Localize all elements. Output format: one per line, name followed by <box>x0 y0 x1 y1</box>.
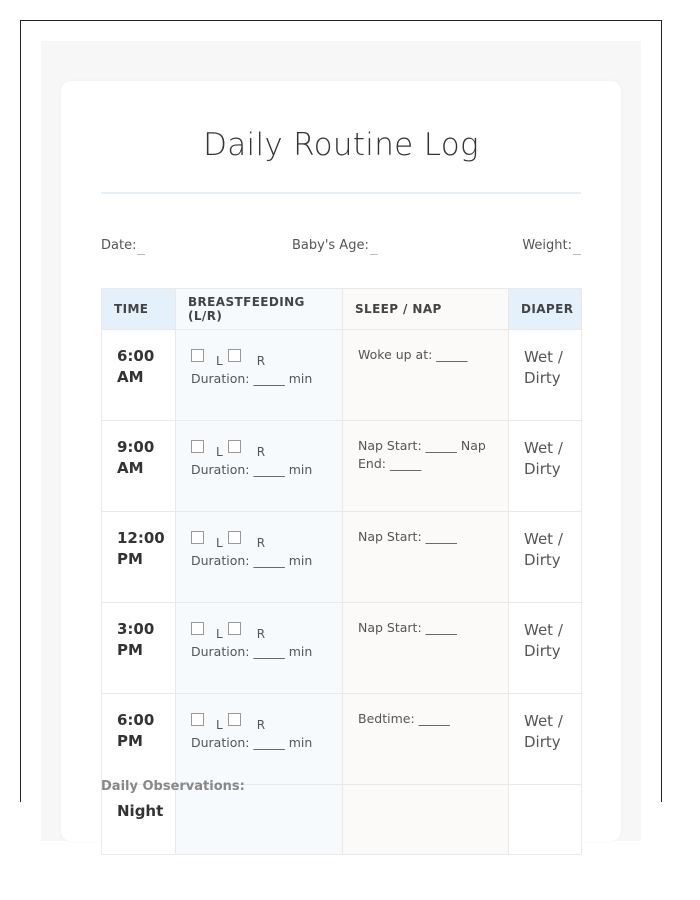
diaper-cell[interactable] <box>509 785 582 855</box>
breastfeeding-cell <box>176 330 343 421</box>
sleep-cell[interactable]: Nap Start: _____ <box>343 512 509 603</box>
right-checkbox[interactable] <box>228 440 241 453</box>
weight-label: Weight: <box>522 238 572 253</box>
duration-text[interactable]: Duration: _____ min <box>191 553 313 568</box>
table-row <box>102 421 582 512</box>
weight-blank[interactable] <box>573 240 581 255</box>
left-checkbox[interactable] <box>191 440 204 453</box>
table-row <box>102 330 582 421</box>
sleep-cell[interactable] <box>343 785 509 855</box>
left-label: L <box>216 354 223 368</box>
column-header-breastfeeding: BREASTFEEDING (L/R) <box>176 289 343 330</box>
page-background <box>41 41 641 841</box>
diaper-cell[interactable]: Wet / Dirty <box>509 603 582 694</box>
right-label: R <box>256 536 266 550</box>
right-label: R <box>256 445 266 459</box>
time-cell: 12:00 PM <box>102 512 176 603</box>
left-label: L <box>216 445 223 459</box>
left-checkbox[interactable] <box>191 349 204 362</box>
baby-age-blank[interactable] <box>370 240 378 255</box>
right-checkbox[interactable] <box>228 622 241 635</box>
right-checkbox[interactable] <box>228 349 241 362</box>
duration-text[interactable]: Duration: _____ min <box>191 644 313 659</box>
breastfeeding-cell <box>176 421 343 512</box>
title-divider <box>101 192 581 194</box>
baby-age-field[interactable] <box>292 238 378 255</box>
duration-text[interactable]: Duration: _____ min <box>191 371 313 386</box>
sleep-cell[interactable]: Bedtime: _____ <box>343 694 509 785</box>
breastfeeding-cell <box>176 694 343 785</box>
time-cell: Night <box>102 785 176 855</box>
breastfeeding-cell <box>176 603 343 694</box>
weight-field[interactable] <box>522 238 581 255</box>
left-checkbox[interactable] <box>191 531 204 544</box>
left-checkbox[interactable] <box>191 713 204 726</box>
sleep-cell[interactable]: Nap Start: _____ Nap End: _____ <box>343 421 509 512</box>
table-row <box>102 512 582 603</box>
right-label: R <box>256 718 266 732</box>
left-checkbox[interactable] <box>191 622 204 635</box>
table-row <box>102 603 582 694</box>
date-blank[interactable] <box>137 240 145 255</box>
diaper-cell[interactable]: Wet / Dirty <box>509 694 582 785</box>
column-header-time: TIME <box>102 289 176 330</box>
right-label: R <box>256 354 266 368</box>
table-row-night <box>102 785 582 855</box>
page-frame <box>20 20 662 820</box>
diaper-cell[interactable]: Wet / Dirty <box>509 330 582 421</box>
column-header-sleep: SLEEP / NAP <box>343 289 509 330</box>
date-field[interactable] <box>101 238 145 255</box>
column-header-diaper: DIAPER <box>509 289 582 330</box>
left-label: L <box>216 627 223 641</box>
breastfeeding-cell <box>176 512 343 603</box>
left-label: L <box>216 718 223 732</box>
log-card <box>61 81 621 841</box>
right-checkbox[interactable] <box>228 531 241 544</box>
routine-table <box>101 288 582 855</box>
baby-age-label: Baby's Age: <box>292 238 369 253</box>
time-cell: 3:00 PM <box>102 603 176 694</box>
duration-text[interactable]: Duration: _____ min <box>191 462 313 477</box>
diaper-cell[interactable]: Wet / Dirty <box>509 421 582 512</box>
duration-text[interactable]: Duration: _____ min <box>191 735 313 750</box>
table-header-row <box>102 289 582 330</box>
daily-observations-label: Daily Observations: <box>101 779 245 794</box>
info-fields <box>101 238 581 260</box>
diaper-cell[interactable]: Wet / Dirty <box>509 512 582 603</box>
sleep-cell[interactable]: Nap Start: _____ <box>343 603 509 694</box>
right-label: R <box>256 627 266 641</box>
sleep-cell[interactable]: Woke up at: _____ <box>343 330 509 421</box>
left-label: L <box>216 536 223 550</box>
time-cell: 6:00 PM <box>102 694 176 785</box>
date-label: Date: <box>101 238 137 253</box>
page-title: Daily Routine Log <box>203 127 479 163</box>
right-checkbox[interactable] <box>228 713 241 726</box>
breastfeeding-cell[interactable] <box>176 785 343 855</box>
time-cell: 6:00 AM <box>102 330 176 421</box>
table-row <box>102 694 582 785</box>
time-cell: 9:00 AM <box>102 421 176 512</box>
